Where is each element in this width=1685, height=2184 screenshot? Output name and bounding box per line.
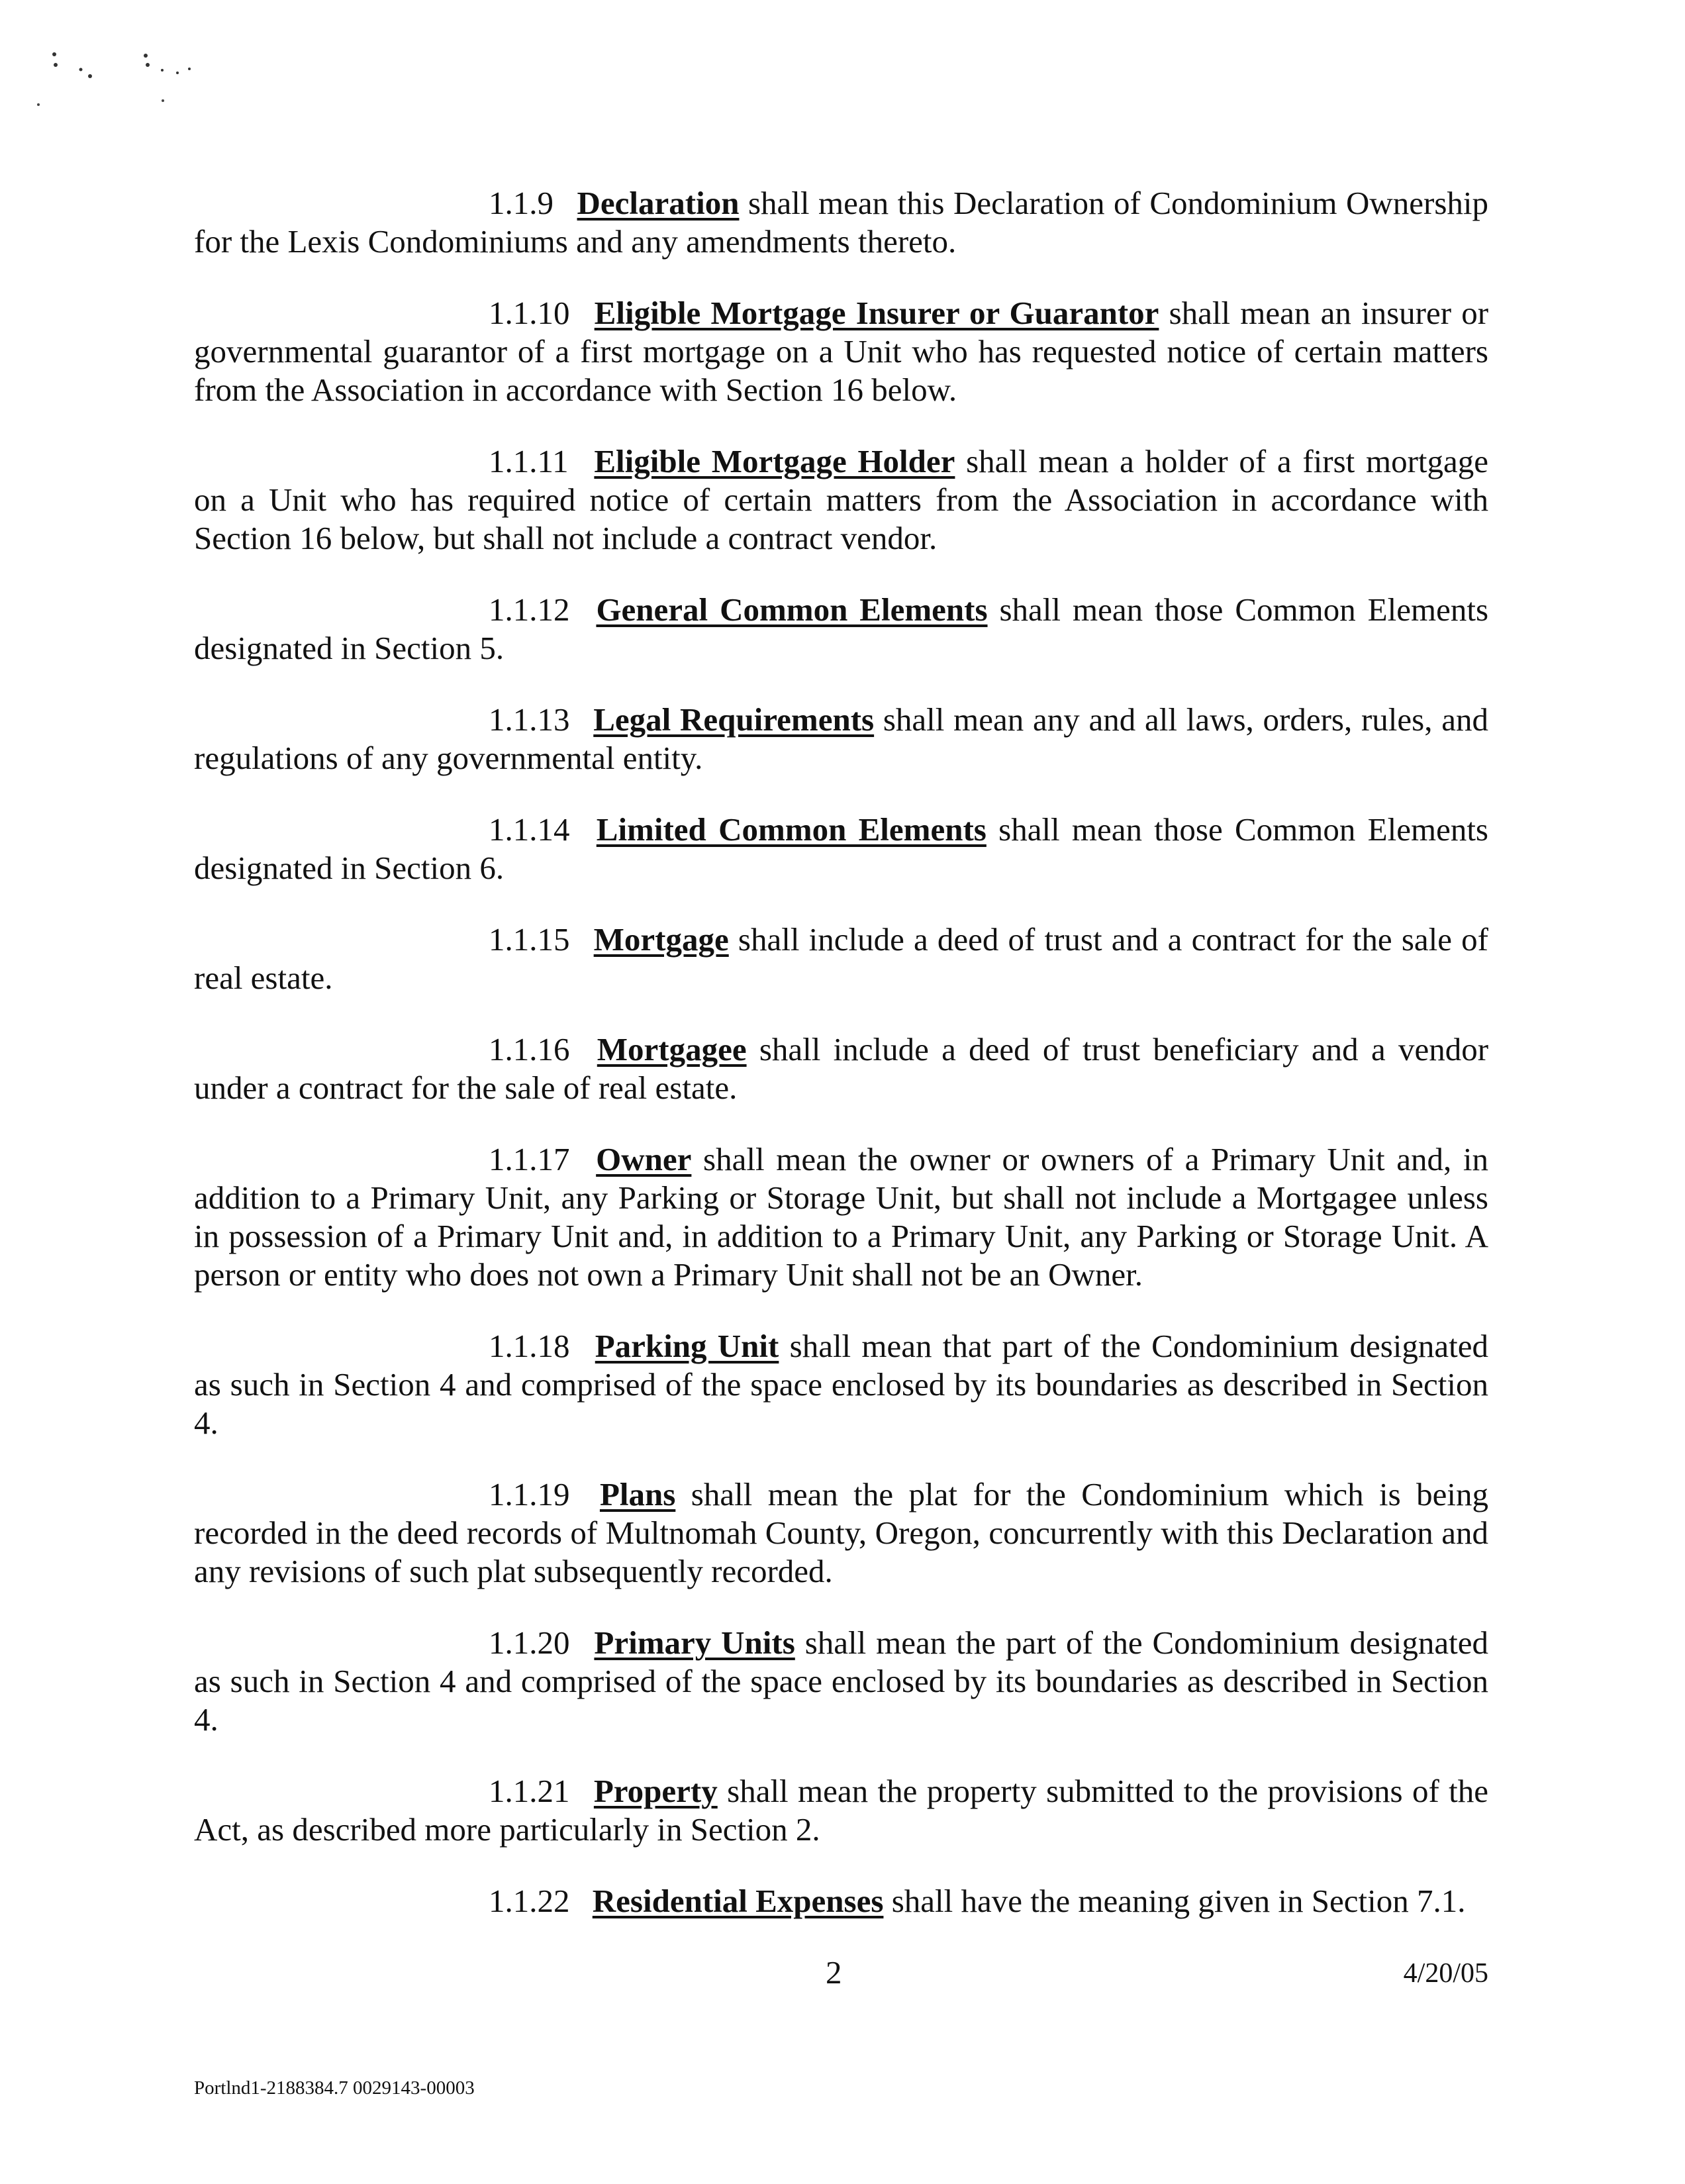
defined-term: Eligible Mortgage Holder	[594, 443, 955, 479]
definition-1-1-16	[194, 1030, 1488, 1107]
definition-text: shall mean the part of the Condominium designated as such in Section 4 and comprised of the space enclosed by its boundaries as described in Section 4.	[194, 1624, 1489, 1738]
definition-1-1-10	[194, 294, 1488, 409]
definition-text: shall mean an insurer or governmental guarantor of a first mortgage on a Unit who has requested notice of certain matters from the Association in accordance with Section 16 below.	[194, 295, 1489, 408]
definition-text: shall mean any and all laws, orders, rules, and regulations of any governmental entity.	[194, 701, 1488, 776]
definition-number: 1.1.21	[489, 1773, 570, 1809]
definition-1-1-14	[194, 811, 1488, 887]
definition-1-1-19	[194, 1475, 1488, 1591]
definition-1-1-17	[194, 1140, 1488, 1294]
definition-number: 1.1.18	[489, 1328, 570, 1364]
document-id: Portlnd1-2188384.7 0029143-00003	[194, 2077, 475, 2099]
definition-1-1-13	[194, 701, 1488, 777]
definition-text: shall mean a holder of a first mortgage on a Unit who has required notice of certain matters from the Association in accordance with Section 16 below, but shall not include a contract vendor.	[194, 443, 1489, 556]
definition-1-1-20	[194, 1624, 1488, 1739]
definition-number: 1.1.15	[489, 921, 570, 958]
defined-term: Limited Common Elements	[596, 811, 987, 848]
definition-number: 1.1.17	[489, 1141, 570, 1177]
definition-text: shall mean those Common Elements designated in Section 5.	[194, 591, 1489, 666]
scan-speck-marks	[26, 40, 225, 172]
page-number: 2	[826, 1954, 842, 1991]
definition-1-1-18	[194, 1327, 1488, 1442]
definition-1-1-15	[194, 920, 1488, 997]
revision-date: 4/20/05	[1403, 1958, 1488, 1989]
definition-text: shall have the meaning given in Section 7.1.	[891, 1883, 1466, 1919]
definition-1-1-11	[194, 442, 1488, 558]
definition-text: shall mean those Common Elements designated in Section 6.	[194, 811, 1488, 886]
definition-number: 1.1.10	[489, 295, 570, 331]
definitions-list	[194, 184, 1488, 1954]
definition-number: 1.1.19	[489, 1476, 570, 1513]
definition-1-1-12	[194, 591, 1488, 668]
definition-text: shall include a deed of trust beneficiary and a vendor under a contract for the sale of real estate.	[194, 1031, 1489, 1106]
definition-number: 1.1.11	[489, 443, 569, 479]
defined-term: Legal Requirements	[593, 701, 875, 738]
defined-term: Mortgage	[593, 921, 729, 958]
defined-term: Mortgagee	[597, 1031, 747, 1067]
definition-text: shall mean the plat for the Condominium which is being recorded in the deed records of Multnomah County, Oregon, concurrently with this Declaration and any revisions of such plat subsequently recorded.	[194, 1476, 1489, 1589]
definition-number: 1.1.12	[489, 591, 570, 628]
defined-term: General Common Elements	[596, 591, 988, 628]
definition-text: shall mean that part of the Condominium designated as such in Section 4 and comprised of the space enclosed by its boundaries as described in Section 4.	[194, 1328, 1489, 1441]
defined-term: Primary Units	[594, 1624, 795, 1661]
definition-number: 1.1.14	[489, 811, 570, 848]
definition-1-1-9	[194, 184, 1488, 261]
defined-term: Owner	[596, 1141, 692, 1177]
definition-number: 1.1.22	[489, 1883, 570, 1919]
defined-term: Declaration	[577, 185, 740, 221]
definition-number: 1.1.13	[489, 701, 570, 738]
definition-number: 1.1.16	[489, 1031, 570, 1067]
defined-term: Eligible Mortgage Insurer or Guarantor	[594, 295, 1159, 331]
definition-number: 1.1.20	[489, 1624, 570, 1661]
definition-1-1-22	[194, 1882, 1488, 1920]
definition-number: 1.1.9	[489, 185, 554, 221]
definition-1-1-21	[194, 1772, 1488, 1849]
definition-text: shall mean the owner or owners of a Primary Unit and, in addition to a Primary Unit, any Parking or Storage Unit, but shall not include a Mortgagee unless in possession of a Primary Unit and, in addition to a Primary Unit, any Parking or Storage Unit. A person or entity who does not own a Primary Unit shall not be an Owner.	[194, 1141, 1489, 1293]
defined-term: Property	[593, 1773, 718, 1809]
defined-term: Plans	[599, 1476, 676, 1513]
definition-text: shall include a deed of trust and a contract for the sale of real estate.	[194, 921, 1488, 996]
defined-term: Parking Unit	[595, 1328, 779, 1364]
definition-text: shall mean this Declaration of Condominium Ownership for the Lexis Condominiums and any amendments thereto.	[194, 185, 1489, 260]
definition-text: shall mean the property submitted to the provisions of the Act, as described more particularly in Section 2.	[194, 1773, 1489, 1848]
defined-term: Residential Expenses	[592, 1883, 884, 1919]
